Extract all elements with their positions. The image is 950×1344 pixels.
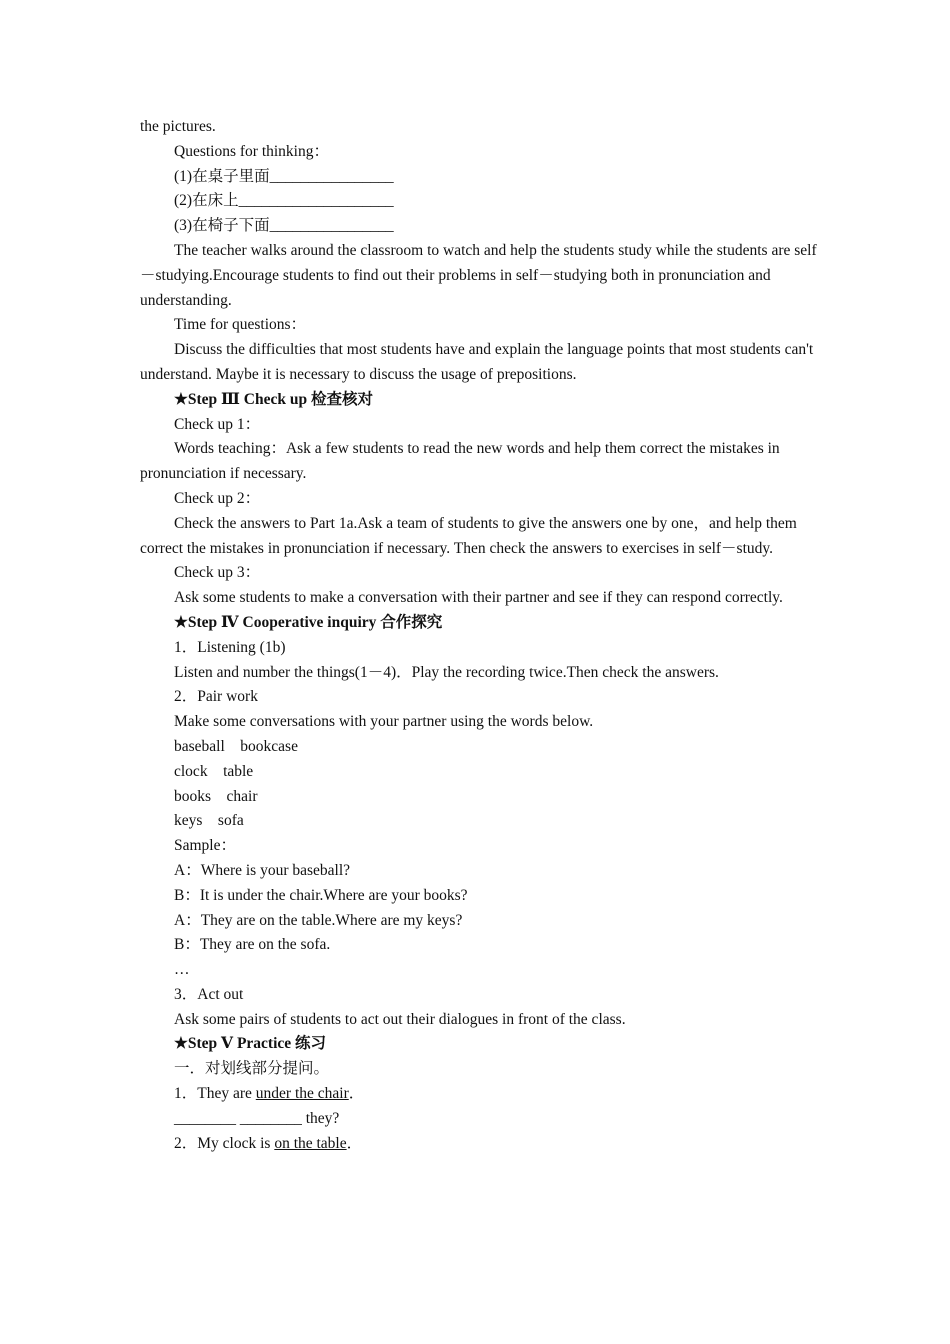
paragraph: Ask some students to make a conversation with their partner and see if they can respond correctly. xyxy=(174,589,783,607)
exercise-text: 1．They are xyxy=(174,1085,256,1103)
text-line: (2)在床上____________________ xyxy=(174,192,394,210)
dialogue-line: A：They are on the table.Where are my keys? xyxy=(174,911,463,929)
text-line: 1．Listening (1b) xyxy=(174,638,286,656)
exercise-line xyxy=(140,1132,820,1157)
text-line: Listen and number the things(1－4)．Play the recording twice.Then check the answers. xyxy=(174,663,719,681)
text-line: the pictures. xyxy=(140,118,216,135)
ellipsis: … xyxy=(174,961,190,979)
underlined-phrase: under the chair xyxy=(255,1085,349,1103)
paragraph: Words teaching：Ask a few students to read the new words and help them correct the mistakes in pronunciation if necessary. xyxy=(140,440,780,483)
text-line: Make some conversations with your partner using the words below. xyxy=(174,713,594,731)
text-line: (1)在桌子里面________________ xyxy=(174,167,394,185)
word-pair: baseball bookcase xyxy=(174,737,298,755)
text-line: Sample： xyxy=(174,837,236,855)
dialogue-line: A：Where is your baseball? xyxy=(174,861,351,879)
text-line: Ask some pairs of students to act out their dialogues in front of the class. xyxy=(174,1010,626,1028)
exercise-text: 2．My clock is xyxy=(174,1134,275,1152)
word-pair: books chair xyxy=(174,787,258,805)
word-pair: keys sofa xyxy=(174,812,244,830)
text-line: Time for questions： xyxy=(174,316,307,334)
dialogue-line: B：They are on the sofa. xyxy=(174,936,331,954)
text-line: (3)在椅子下面________________ xyxy=(174,217,394,235)
text-line: 3．Act out xyxy=(174,985,244,1003)
paragraph: Discuss the difficulties that most students have and explain the language points that most students can't understand. Maybe it is necessary to discuss the usage of prepositions. xyxy=(140,341,814,383)
punctuation: ． xyxy=(348,1085,365,1103)
section-heading: ★Step Ⅲ Check up 检查核对 xyxy=(174,390,373,408)
text-line: 一．对划线部分提问。 xyxy=(174,1060,330,1078)
exercise-line xyxy=(140,1082,820,1107)
answer-blank-line: ________ ________ they? xyxy=(174,1109,340,1127)
underlined-phrase: on the table xyxy=(274,1134,347,1152)
text-line: 2．Pair work xyxy=(174,688,258,706)
section-heading: ★Step Ⅳ Cooperative inquiry 合作探究 xyxy=(174,613,443,631)
document-page xyxy=(140,115,820,1156)
paragraph: The teacher walks around the classroom to watch and help the students study while the students are self－studying.Encourage students to find out their problems in self－studying both in pronunciation and understanding. xyxy=(140,241,817,309)
text-line: Questions for thinking： xyxy=(174,142,329,160)
word-pair: clock table xyxy=(174,762,254,780)
text-line: Check up 1： xyxy=(174,415,261,433)
text-line: Check up 3： xyxy=(174,564,261,582)
dialogue-line: B：It is under the chair.Where are your books? xyxy=(174,886,468,904)
paragraph: Check the answers to Part 1a.Ask a team of students to give the answers one by one，and help them correct the mistakes in pronunciation if necessary. Then check the answers to exercises in self－study. xyxy=(140,514,797,557)
section-heading: ★Step Ⅴ Practice 练习 xyxy=(174,1035,327,1053)
punctuation: ． xyxy=(346,1134,363,1152)
text-line: Check up 2： xyxy=(174,489,261,507)
